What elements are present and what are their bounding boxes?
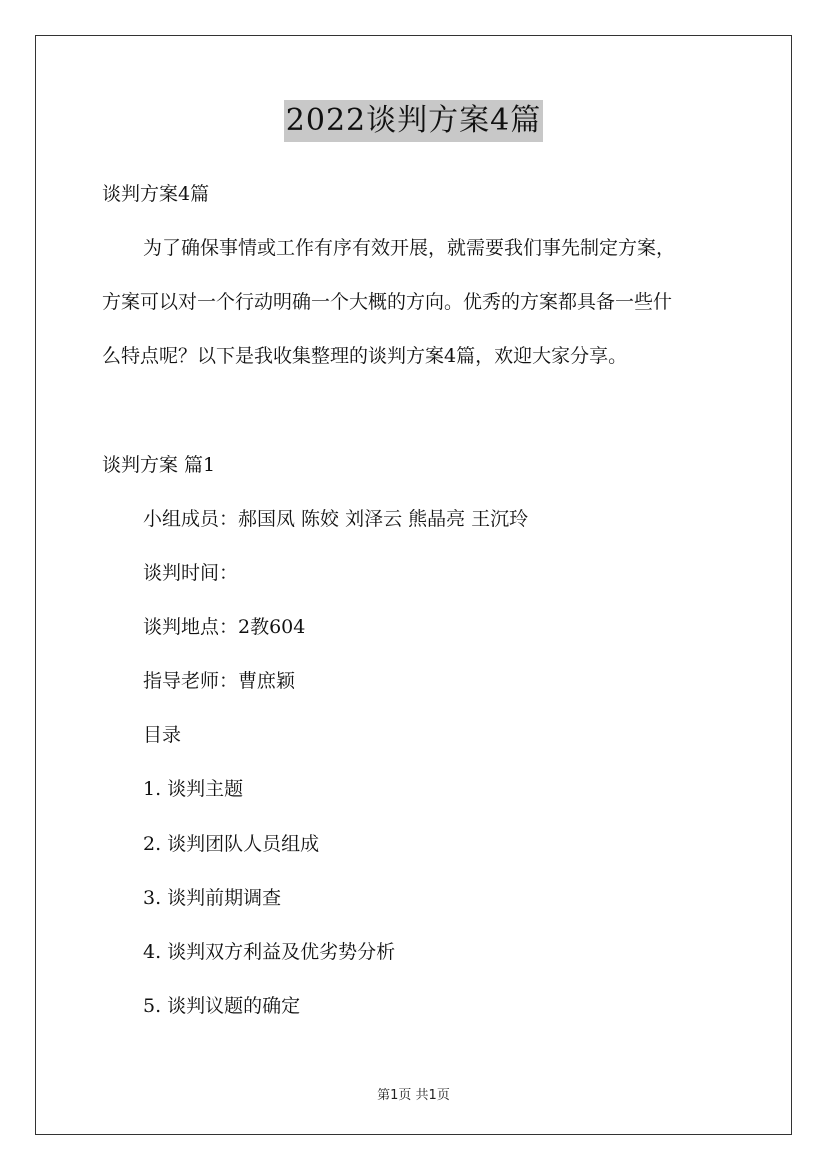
toc-item: 4. 谈判双方利益及优劣势分析 (143, 941, 396, 963)
section-heading: 谈判方案 篇1 (102, 454, 216, 476)
document-title: 2022谈判方案4篇 (284, 100, 543, 142)
intro-line-3: 么特点呢？以下是我收集整理的谈判方案4篇，欢迎大家分享。 (102, 345, 628, 367)
toc-item: 2. 谈判团队人员组成 (143, 833, 320, 855)
document-subtitle: 谈判方案4篇 (102, 183, 210, 205)
page-footer: 第1页 共1页 (377, 1088, 450, 1103)
toc-heading: 目录 (143, 724, 182, 746)
field-advisor: 指导老师：曹庶颖 (143, 670, 296, 692)
field-members: 小组成员：郝国凤 陈姣 刘泽云 熊晶亮 王沉玲 (143, 508, 529, 530)
intro-line-1: 为了确保事情或工作有序有效开展，就需要我们事先制定方案， (143, 237, 676, 259)
field-time: 谈判时间： (143, 562, 239, 584)
toc-item: 5. 谈判议题的确定 (143, 995, 301, 1017)
field-location: 谈判地点：2教604 (143, 616, 306, 638)
toc-item: 1. 谈判主题 (143, 778, 244, 800)
intro-line-2: 方案可以对一个行动明确一个大概的方向。优秀的方案都具备一些什 (102, 291, 673, 313)
title-container (0, 100, 827, 142)
toc-item: 3. 谈判前期调查 (143, 887, 282, 909)
